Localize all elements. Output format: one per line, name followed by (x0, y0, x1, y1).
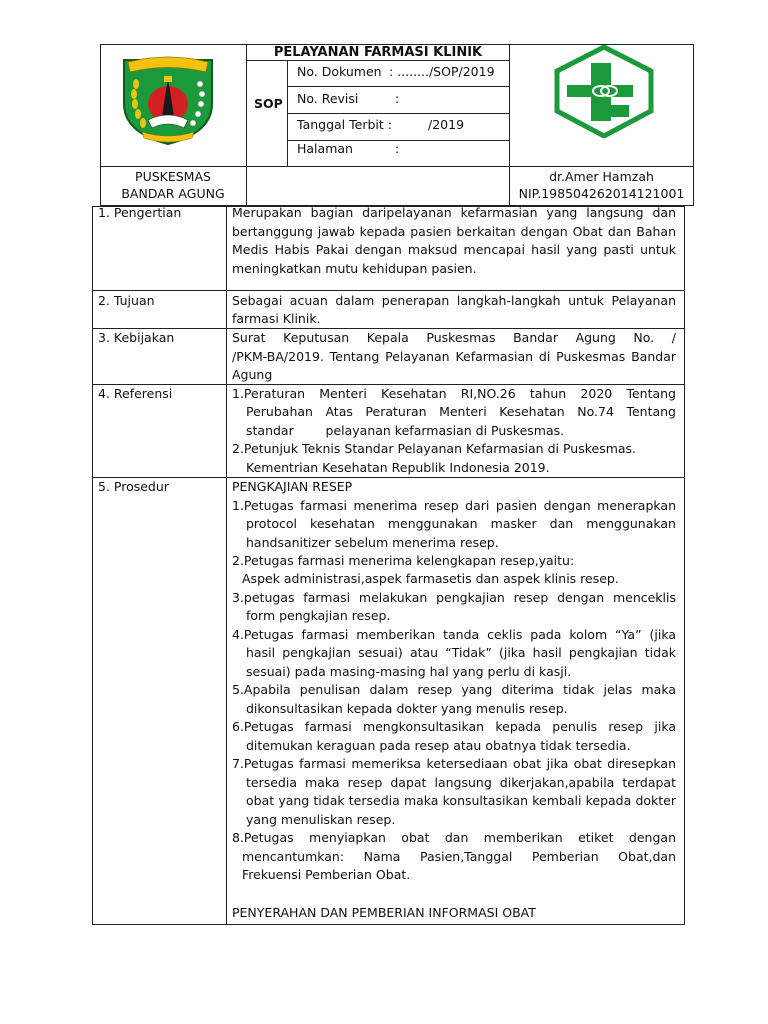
procedure-step-7: 7.Petugas farmasi memeriksa ketersediaan obat jika obat diresepkan (232, 756, 676, 771)
document-title: PELAYANAN FARMASI KLINIK (273, 45, 483, 60)
text-line: Frekuensi Pemberian Obat. (242, 867, 411, 882)
text-line: meningkatkan mutu kehidupan pasien. (232, 261, 477, 276)
divider (246, 44, 247, 206)
divider (287, 113, 509, 114)
text-line: 2.Petunjuk Teknis Standar Pelayanan Kefarmasian di Puskesmas. (232, 441, 637, 456)
divider (100, 166, 694, 167)
text-line: Merupakan bagian daripelayanan kefarmasian yang langsung dan (232, 205, 676, 220)
text-line: obat yang tidak tersedia maka konsultasikan kembali kepada dokter (246, 793, 676, 808)
text-line: Kementrian Kesehatan Republik Indonesia 2019. (246, 460, 550, 475)
text-line: standar pelayanan kefarmasian di Puskesmas. (246, 423, 565, 438)
procedure-step-8: 8.Petugas menyiapkan obat dan memberikan etiket dengan (232, 830, 676, 845)
procedure-step-6: 6.Petugas farmasi mengkonsultasikan kepada penulis resep jika (232, 719, 676, 734)
section-label-pengertian: 1. Pengertian (98, 205, 182, 220)
text-line: tersedia maka resep dapat langsung dikerjakan,apabila terdapat (246, 775, 676, 790)
text-line: Sebagai acuan dalam penerapan langkah-langkah untuk Pelayanan (232, 293, 676, 308)
text-line: Aspek administrasi,aspek farmasetis dan aspek klinis resep. (242, 571, 619, 586)
sop-label: SOP (254, 96, 283, 111)
doc-number-value: : ......../SOP/2019 (389, 64, 495, 79)
regional-emblem-logo (118, 54, 218, 146)
subheading-pengkajian-resep: PENGKAJIAN RESEP (232, 479, 353, 494)
section-label-prosedur: 5. Prosedur (98, 479, 169, 494)
issue-date-value: /2019 (428, 117, 465, 132)
text-line: protocol kesehatan menggunakan masker dan menggunakan (246, 516, 676, 531)
text-line: bertanggung jawab kepada pasien berkaitan dengan Obat dan Bahan (232, 224, 676, 239)
section-label-tujuan: 2. Tujuan (98, 293, 155, 308)
puskesmas-logo (553, 45, 655, 138)
text-line: 1.Peraturan Menteri Kesehatan RI,NO.26 tahun 2020 Tentang (232, 386, 676, 401)
text-line: yang menuliskan resep. (246, 812, 396, 827)
text-line: Surat Keputusan Kepala Puskesmas Bandar Agung No. / (232, 330, 676, 345)
org-name-line2: BANDAR AGUNG (121, 186, 225, 201)
procedure-step-1: 1.Petugas farmasi menerima resep dari pasien dengan menerapkan (232, 498, 676, 513)
divider (226, 206, 227, 925)
revision-label: No. Revisi (297, 91, 359, 106)
text-line: sesuai) pada masing-masing hal yang perlu di kasji. (246, 664, 572, 679)
text-line: hasil pengkajian sesuai) atau “Tidak” (jika hasil pengkajian tidak (246, 645, 676, 660)
procedure-step-5: 5.Apabila penulisan dalam resep yang diterima tidak jelas maka (232, 682, 676, 697)
divider (92, 290, 685, 291)
text-line: Medis Habis Pakai dengan maksud mencapai hasil yang pasti untuk (232, 242, 676, 257)
revision-value: : (395, 91, 400, 106)
doc-number-label: No. Dokumen (297, 64, 382, 79)
page-label: Halaman (297, 141, 353, 156)
page-value: : (395, 141, 400, 156)
divider (287, 86, 509, 87)
section-label-referensi: 4. Referensi (98, 386, 173, 401)
text-line: Perubahan Atas Peraturan Menteri Kesehatan No.74 Tentang (246, 404, 676, 419)
procedure-step-4: 4.Petugas farmasi memberikan tanda ceklis pada kolom “Ya” (jika (232, 627, 676, 642)
signer-nip: NIP.198504262014121001 (518, 186, 685, 201)
text-line: mencantumkan: Nama Pasien,Tanggal Pemberian Obat,dan (242, 849, 676, 864)
text-line: form pengkajian resep. (246, 608, 391, 623)
procedure-step-2: 2.Petugas farmasi menerima kelengkapan resep,yaitu: (232, 553, 575, 568)
subheading-penyerahan: PENYERAHAN DAN PEMBERIAN INFORMASI OBAT (232, 905, 536, 920)
procedure-step-3: 3.petugas farmasi melakukan pengkajian resep dengan menceklis (232, 590, 676, 605)
text-line: Agung (232, 367, 273, 382)
text-line: ditemukan keraguan pada resep atau obatnya tidak tersedia. (246, 738, 631, 753)
text-line: farmasi Klinik. (232, 311, 321, 326)
issue-date-label: Tanggal Terbit : (297, 117, 392, 132)
text-line: handsanitizer sebelum menerima resep. (246, 535, 499, 550)
text-line: /PKM-BA/2019. Tentang Pelayanan Kefarmasian di Puskesmas Bandar (232, 349, 676, 364)
text-line: dikonsultasikan kepada dokter yang menulis resep. (246, 701, 568, 716)
org-name-line1: PUSKESMAS (135, 169, 211, 184)
section-label-kebijakan: 3. Kebijakan (98, 330, 175, 345)
signer-name: dr.Amer Hamzah (549, 169, 654, 184)
